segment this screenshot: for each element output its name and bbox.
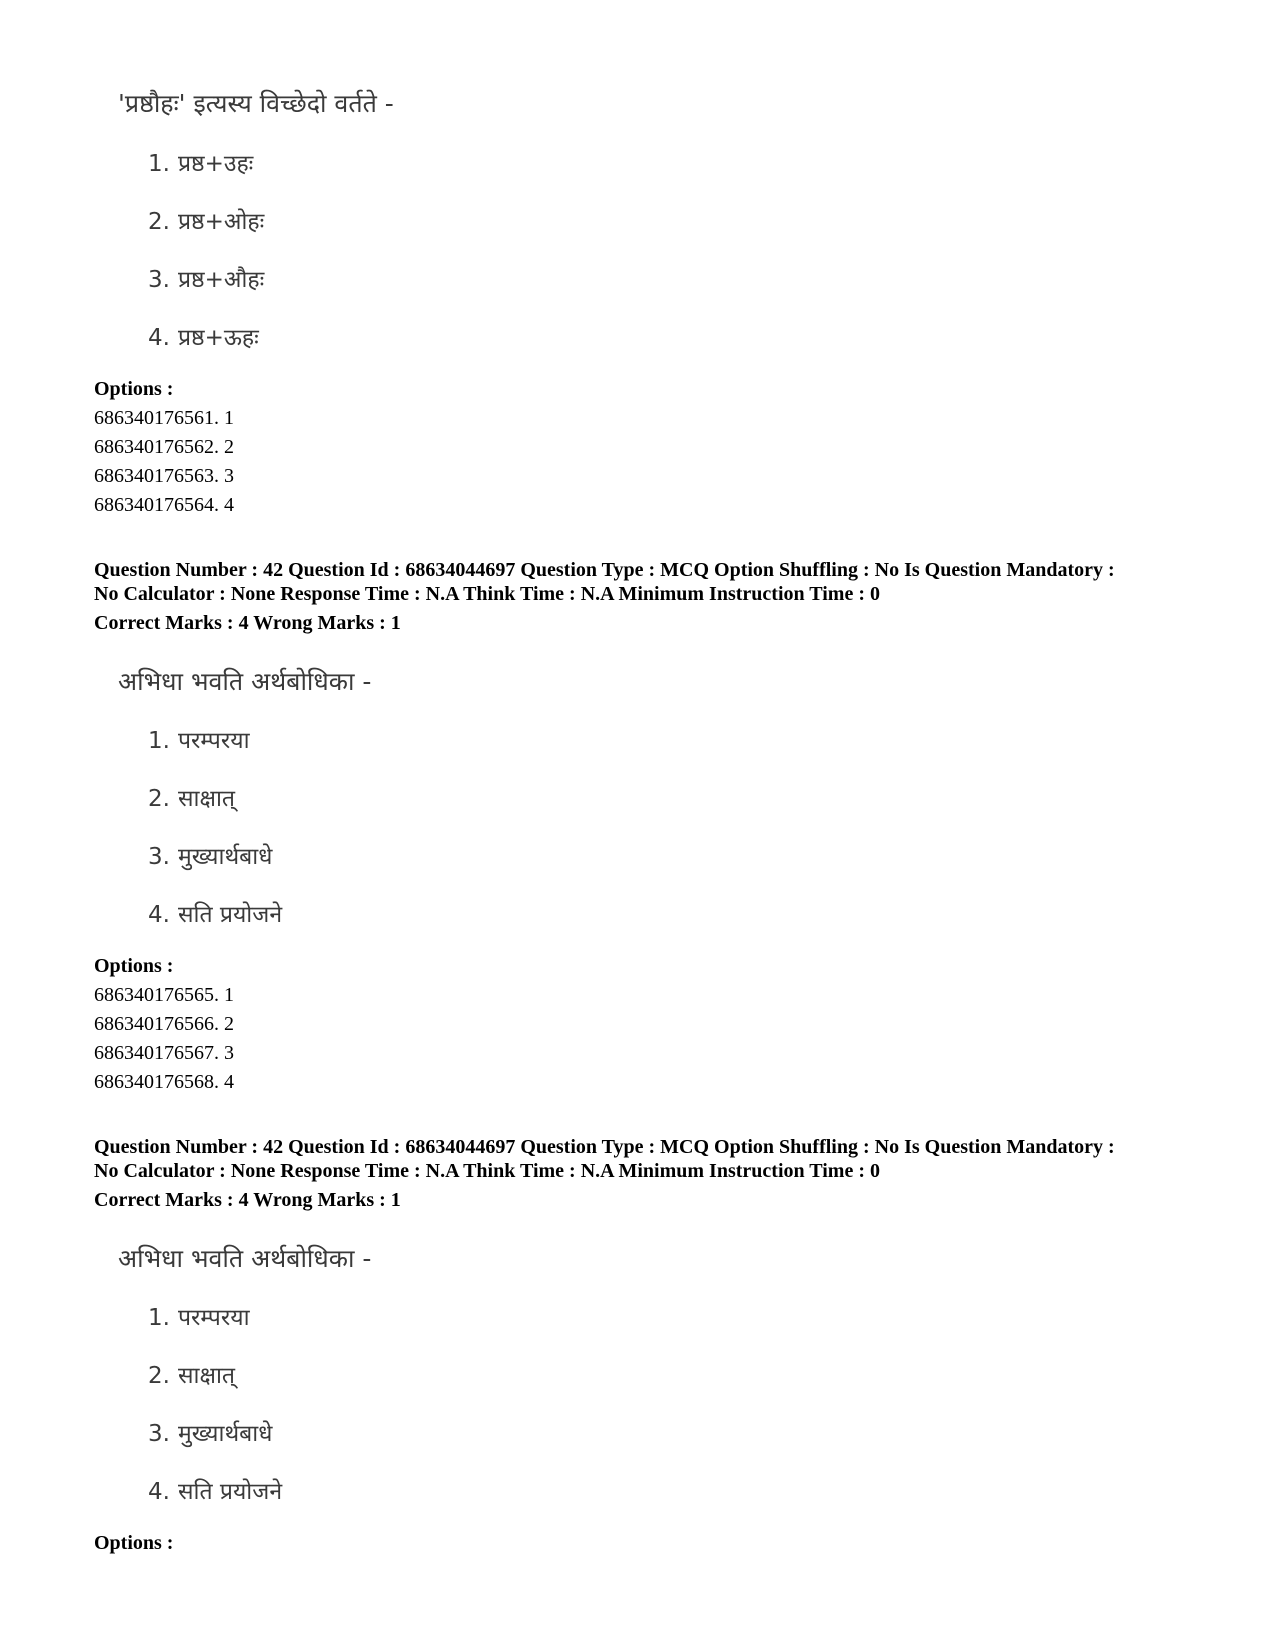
choice-text: प्रष्ठ+औहः: [177, 267, 265, 293]
answer-choice: [148, 262, 264, 294]
choice-number: 3.: [148, 844, 170, 870]
choice-text: प्रष्ठ+ओहः: [177, 209, 265, 235]
choice-number: 1.: [148, 1305, 170, 1331]
option-id: 686340176568. 4: [94, 1071, 234, 1093]
answer-choice: [148, 204, 264, 236]
choice-number: 2.: [148, 209, 170, 235]
answer-choice: [148, 146, 253, 178]
option-id: 686340176567. 3: [94, 1042, 234, 1064]
answer-choice: [148, 1474, 282, 1506]
option-id: 686340176561. 1: [94, 407, 234, 429]
choice-text: साक्षात्: [177, 786, 236, 812]
choice-text: साक्षात्: [177, 1363, 236, 1389]
question-header-line: No Calculator : None Response Time : N.A Think Time : N.A Minimum Instruction Time : 0: [94, 583, 880, 605]
choice-text: सति प्रयोजने: [177, 902, 283, 928]
choice-number: 1.: [148, 728, 170, 754]
option-id: 686340176562. 2: [94, 436, 234, 458]
answer-choice: [148, 1300, 250, 1332]
choice-text: सति प्रयोजने: [177, 1479, 283, 1505]
answer-choice: [148, 1358, 235, 1390]
choice-number: 1.: [148, 151, 170, 177]
question-stem: अभिधा भवति अर्थबोधिका -: [118, 1244, 372, 1273]
options-label: Options :: [94, 378, 174, 400]
question-header-line: Question Number : 42 Question Id : 68634044697 Question Type : MCQ Option Shuffling : No Is Question Mandatory :: [94, 559, 1115, 581]
option-id: 686340176565. 1: [94, 984, 234, 1006]
choice-text: परम्परया: [177, 728, 250, 754]
choice-text: मुख्यार्थबाधे: [177, 844, 273, 870]
choice-number: 4.: [148, 1479, 170, 1505]
choice-text: प्रष्ठ+उहः: [177, 151, 254, 177]
option-id: 686340176563. 3: [94, 465, 234, 487]
answer-choice: [148, 1416, 272, 1448]
options-label: Options :: [94, 955, 174, 977]
answer-choice: [148, 897, 282, 929]
choice-number: 4.: [148, 902, 170, 928]
question-marks: Correct Marks : 4 Wrong Marks : 1: [94, 1189, 401, 1211]
question-stem: अभिधा भवति अर्थबोधिका -: [118, 667, 372, 696]
option-id: 686340176566. 2: [94, 1013, 234, 1035]
options-label: Options :: [94, 1532, 174, 1554]
choice-number: 3.: [148, 267, 170, 293]
question-header-line: No Calculator : None Response Time : N.A Think Time : N.A Minimum Instruction Time : 0: [94, 1160, 880, 1182]
answer-choice: [148, 839, 272, 871]
choice-text: मुख्यार्थबाधे: [177, 1421, 273, 1447]
choice-number: 2.: [148, 786, 170, 812]
answer-choice: [148, 723, 250, 755]
choice-number: 2.: [148, 1363, 170, 1389]
answer-choice: [148, 320, 259, 352]
option-id: 686340176564. 4: [94, 494, 234, 516]
question-header-line: Question Number : 42 Question Id : 68634044697 Question Type : MCQ Option Shuffling : No Is Question Mandatory :: [94, 1136, 1115, 1158]
answer-choice: [148, 781, 235, 813]
choice-number: 4.: [148, 325, 170, 351]
choice-number: 3.: [148, 1421, 170, 1447]
question-stem: 'प्रष्ठौहः' इत्यस्य विच्छेदो वर्तते -: [118, 89, 394, 118]
choice-text: प्रष्ठ+ऊहः: [177, 325, 259, 351]
question-marks: Correct Marks : 4 Wrong Marks : 1: [94, 612, 401, 634]
choice-text: परम्परया: [177, 1305, 250, 1331]
